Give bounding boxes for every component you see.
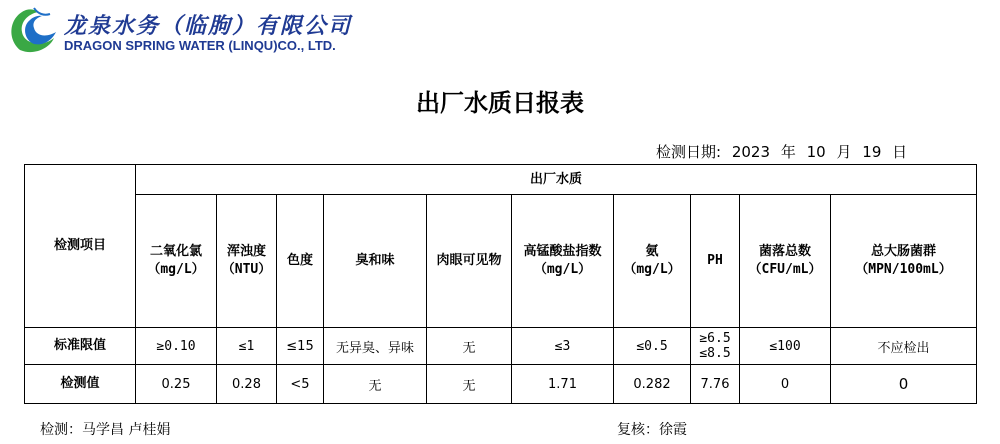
column-header: 色度 (277, 195, 324, 328)
column-header: 臭和味 (324, 195, 427, 328)
row-label: 检测值 (25, 365, 136, 404)
company-name-en: DRAGON SPRING WATER (LINQU)CO., LTD. (64, 38, 336, 53)
table-cell: 无 (427, 365, 512, 404)
date-year-unit: 年 (780, 143, 796, 161)
column-header: 总大肠菌群 （MPN/100mL） (831, 195, 977, 328)
column-header: 高锰酸盐指数 （mg/L） (512, 195, 614, 328)
column-header: 菌落总数 （CFU/mL） (740, 195, 831, 328)
table-cell: 0 (831, 365, 977, 404)
column-header-row (25, 195, 977, 328)
table-cell: ≤1 (217, 328, 277, 365)
column-header: 肉眼可见物 (427, 195, 512, 328)
date-month-unit: 月 (836, 143, 852, 161)
table-cell: ≤3 (512, 328, 614, 365)
table-row (25, 365, 977, 404)
table-cell: 无 (427, 328, 512, 365)
inspection-date (656, 141, 913, 162)
company-name-cn: 龙泉水务（临朐）有限公司 (64, 14, 353, 39)
column-header: PH (691, 195, 740, 328)
table-cell: <5 (277, 365, 324, 404)
table-cell: 0.28 (217, 365, 277, 404)
water-quality-table (24, 164, 977, 404)
table-cell: 0.25 (136, 365, 217, 404)
table-cell: 0 (740, 365, 831, 404)
table-cell: ≥6.5 ≤8.5 (691, 328, 740, 365)
table-cell: 无异臭、异味 (324, 328, 427, 365)
date-year: 2023 (731, 143, 771, 161)
table-cell: 0.282 (614, 365, 691, 404)
row-label: 标准限值 (25, 328, 136, 365)
table-cell: 1.71 (512, 365, 614, 404)
table-row (25, 328, 977, 365)
table-cell: 7.76 (691, 365, 740, 404)
date-label: 检测日期: (656, 143, 722, 161)
group-header-cell: 出厂水质 (136, 165, 977, 195)
row-header-cell: 检测项目 (25, 165, 136, 328)
table-cell: ≤0.5 (614, 328, 691, 365)
table-cell: ≥0.10 (136, 328, 217, 365)
company-logo-icon (4, 4, 60, 56)
date-day: 19 (862, 143, 882, 161)
date-day-unit: 日 (892, 143, 908, 161)
column-header: 氨 （mg/L） (614, 195, 691, 328)
table-cell: 不应检出 (831, 328, 977, 365)
page-title: 出厂水质日报表 (416, 88, 584, 117)
column-header: 浑浊度 （NTU） (217, 195, 277, 328)
date-month: 10 (806, 143, 826, 161)
table-cell: ≤15 (277, 328, 324, 365)
inspector-signature: 检测：马学昌 卢桂娟 (40, 422, 171, 438)
table-cell: ≤100 (740, 328, 831, 365)
reviewer-signature: 复核：徐霞 (617, 422, 687, 438)
column-header: 二氧化氯 （mg/L） (136, 195, 217, 328)
table-cell: 无 (324, 365, 427, 404)
